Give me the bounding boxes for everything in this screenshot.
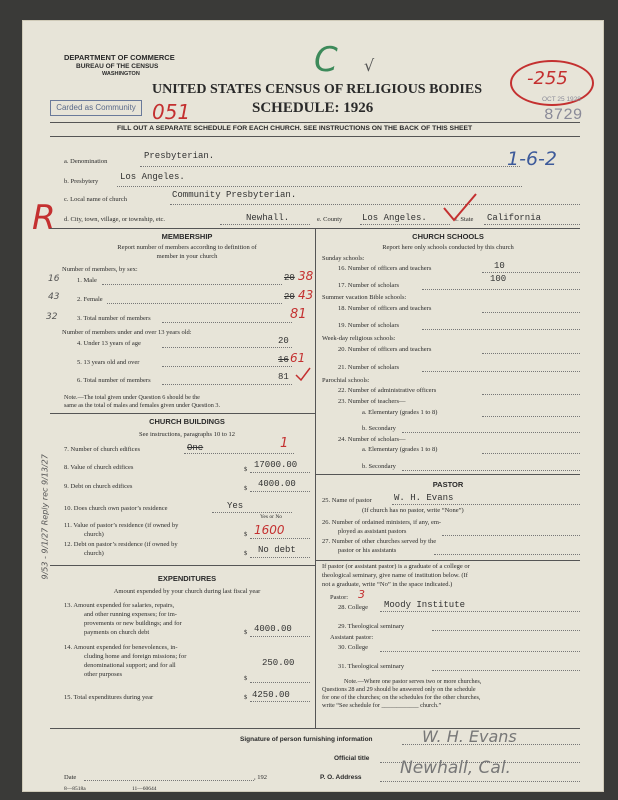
q21-label: 21. Number of scholars [338, 364, 400, 371]
pastor-title: PASTOR [432, 480, 464, 489]
q5-hand: 61 [290, 351, 306, 365]
q6-label: 6. Total number of members [77, 377, 151, 384]
county-value: Los Angeles. [362, 213, 427, 223]
column-divider [315, 228, 316, 728]
pastor-mark: 3 [358, 588, 365, 601]
print-number: 11—60644 [132, 786, 157, 792]
q4-value: 20 [278, 336, 289, 346]
signature-label: Signature of person furnishing information [240, 736, 373, 743]
code-162: 1-6-2 [507, 148, 557, 170]
graduate-note-3: not a graduate, write “No” in the space indicated.) [322, 581, 453, 588]
pastor-note-4: write “See schedule for ____________ church.” [322, 702, 442, 709]
q19-label: 19. Number of scholars [338, 322, 400, 329]
county-label: e. County [317, 216, 343, 223]
instruction-line: FILL OUT A SEPARATE SCHEDULE FOR EACH CHURCH. SEE INSTRUCTIONS ON THE BACK OF THIS SHEET [117, 125, 473, 132]
margin-43: 43 [48, 292, 60, 302]
city-label: WASHINGTON [102, 71, 140, 77]
q5-label: 5. 13 years old and over [77, 359, 140, 366]
membership-title: MEMBERSHIP [161, 232, 213, 241]
q16-label: 16. Number of officers and teachers [338, 265, 432, 272]
signature-value: W. H. Evans [422, 727, 517, 746]
q18-label: 18. Number of officers and teachers [338, 305, 432, 312]
bureau-label: BUREAU OF THE CENSUS [76, 63, 159, 70]
department-label: DEPARTMENT OF COMMERCE [64, 53, 175, 62]
q14-label-2: cluding home and foreign missions; for [84, 653, 187, 660]
q25-hint: (If church has no pastor, write “None”) [362, 507, 464, 514]
q10-hint: Yes or No [260, 514, 283, 520]
q3-hand: 81 [290, 307, 307, 322]
red-check-icon [440, 190, 480, 224]
carded-stamp: Carded as Community [50, 100, 142, 116]
q13-label: 13. Amount expended for salaries, repairs, [64, 602, 175, 609]
q12-label-2: church) [84, 550, 104, 557]
presbytery-label: b. Presbytery [64, 178, 99, 185]
census-schedule-sheet: DEPARTMENT OF COMMERCE BUREAU OF THE CENSUS WASHINGTON C √ -255 Carded as Community 051 UNITED STATES CENSUS OF RELIGIOUS BODIES SCHEDULE: 1926 OCT 25 1928 8729 FILL OUT A SEPARATE SCHEDULE FOR EACH CHURCH. SEE INSTRUCTIONS ON THE BACK OF THIS SHEET a. Denomination Presbyterian. 1-6-2 b. Presbytery Los Angeles. c. Local name of church Community Presbyterian. R d. City, town, village, or township, etc. Newhall. e. County Los Angeles. f. State California MEMBERSHIP Report number of members according to definition of member in your church Number of members, by sex: 16 1. Male 20 38 43 2. Female 20 43 32 3. Total number of members 81 Number of members under and over 13 years old: 4. Under 13 years of age 20 5. 13 years old and over 16 61 6. Total number of members 81 Note.—The total given under Question 6 should be the same as the total of males and females given under Question 3. CHURCH BUILDINGS See instructions, paragraphs 10 to 12 7. Number of church edifices One 1 8. Value of church edifices $ 17000.00 9. Debt on church edifices $ 4000.00 10. Does church own pastor’s residence Yes Yes or No 11. Value of pastor’s residence (if owned by church) $ 1600 12. Debt on pastor’s residence (if owned by church) $ No debt 9/53 - 9/1/27 Reply rec 9/13/27 EXPENDITURES Amount expended by your church during last fiscal year 13. Amount expended for salaries, repairs, and other running expenses; for im- provements or new buildings; and for payments on church debt $ 4000.00 14. Amount expended for benevolences, in- cluding home and foreign missions; for denominational support; and for all other purposes 250.00 $ 15. Total expenditures during year $ 4250.00 CHURCH SCHOOLS Report here only schools conducted by this church Sunday schools: 16. Number of officers and teachers 10 17. Number of scholars 100 Summer vacation Bible schools: 18. Number of officers and teachers 19. Number of scholars Week-day religious schools: 20. Number of officers and teachers 21. Number of scholars Parochial schools: 22. Number of administrative officers 23. Number of teachers— a. Elementary (grades 1 to 8) b. Secondary 24. Number of scholars— a. Elementary (grades 1 to 8) b. Secondary PASTOR 25. Name of pastor W. H. Evans (If church has no pastor, write “None”) 26. Number of ordained ministers, if any, em- ployed as assistant pastors 27. Number of other churches served by the pastor or his assistants If pastor (or assistant pastor) is a graduate of a college or theological seminary, give name of institution below. (If not a graduate, write “No” in the space indicated.) Pastor: 3 28. College Moody Institute 29. Theological seminary Assistant pastor: 30. College 31. Theological seminary Note.—Where one pastor serves two or more churches, Questions 28 and 29 should be answered only on the schedule for one of the churches; on the schedules for the other churches, write “See schedule for ____________ church.” Signature of person furnishing information W. H. Evans Official title Date , 192 P. O. Address Newhall, Cal. 8—8518a 11—60644 [22, 20, 604, 792]
city-field-label: d. City, town, village, or township, etc. [64, 216, 166, 223]
margin-32: 32 [46, 312, 58, 322]
q16-value: 10 [494, 261, 505, 271]
margin-16: 16 [48, 274, 60, 284]
q13-label-4: payments on church debt [84, 629, 150, 636]
q23a-label: a. Elementary (grades 1 to 8) [362, 409, 438, 416]
denomination-value: Presbyterian. [144, 151, 215, 161]
received-date-stamp: OCT 25 1928 [542, 96, 581, 103]
q15-label: 15. Total expenditures during year [64, 694, 154, 701]
pastor-note-2: Questions 28 and 29 should be answered only on the schedule [322, 686, 476, 693]
q24-label: 24. Number of scholars— [338, 436, 406, 443]
state-value: California [487, 213, 542, 223]
schools-subtitle: Report here only schools conducted by this church [382, 244, 514, 251]
q3-label: 3. Total number of members [77, 315, 151, 322]
membership-subtitle: Report number of members according to definition of [117, 244, 257, 251]
q9-value: 4000.00 [258, 479, 296, 489]
po-address-label: P. O. Address [320, 774, 362, 781]
q31-label: 31. Theological seminary [338, 663, 405, 670]
form-title: UNITED STATES CENSUS OF RELIGIOUS BODIES [152, 82, 483, 97]
q29-label: 29. Theological seminary [338, 623, 405, 630]
q13-label-3: provements or new buildings; and for [84, 620, 182, 627]
q8-value: 17000.00 [254, 460, 298, 470]
q8-label: 8. Value of church edifices [64, 464, 134, 471]
sheet-number: 8729 [544, 106, 583, 124]
q6-value: 81 [278, 372, 289, 382]
city-value: Newhall. [246, 213, 290, 223]
pastor-note: Note.—Where one pastor serves two or more churches, [344, 678, 482, 685]
q22-label: 22. Number of administrative officers [338, 387, 437, 394]
schedule-title: SCHEDULE: 1926 [252, 100, 374, 116]
q10-value: Yes [227, 501, 244, 511]
weekday-label: Week-day religious schools: [322, 335, 396, 342]
age-header: Number of members under and over 13 years old: [62, 329, 192, 336]
sunday-label: Sunday schools: [322, 255, 365, 262]
pastor-note-3: for one of the churches; on the schedules for the other churches, [322, 694, 481, 701]
q25-label: 25. Name of pastor [322, 497, 372, 504]
q2-label: 2. Female [77, 296, 103, 303]
q25-value: W. H. Evans [394, 493, 454, 503]
check-mark: √ [364, 56, 375, 75]
q26-label-2: ployed as assistant pastors [338, 528, 407, 535]
q24b-label: b. Secondary [362, 463, 396, 470]
pastor-sublabel: Pastor: [330, 594, 349, 601]
q5-typed: 16 [278, 355, 289, 365]
margin-r-mark: R [32, 198, 56, 238]
graduate-note: If pastor (or assistant pastor) is a graduate of a college or [322, 563, 470, 570]
date-year: , 192 [254, 774, 267, 781]
q7-hand: 1 [280, 436, 289, 451]
state-label: f. State [455, 216, 474, 223]
q12-value: No debt [258, 545, 296, 555]
q13-label-2: and other running expenses; for im- [84, 611, 177, 618]
q9-label: 9. Debt on church edifices [64, 483, 133, 490]
q23b-label: b. Secondary [362, 425, 396, 432]
church-name-value: Community Presbyterian. [172, 190, 297, 200]
green-c-mark: C [314, 40, 338, 80]
red-tick-icon [294, 366, 312, 382]
q2-typed: 20 [284, 292, 295, 302]
q4-label: 4. Under 13 years of age [77, 340, 141, 347]
parochial-label: Parochial schools: [322, 377, 370, 384]
q26-label: 26. Number of ordained ministers, if any, em- [322, 519, 442, 526]
summer-label: Summer vacation Bible schools: [322, 294, 407, 301]
q24a-label: a. Elementary (grades 1 to 8) [362, 446, 438, 453]
q2-hand: 43 [298, 288, 314, 302]
membership-note-2: same as the total of males and females given under Question 3. [64, 402, 221, 409]
q27-label-2: pastor or his assistants [338, 547, 397, 554]
q7-typed: One [187, 443, 204, 453]
q14-label: 14. Amount expended for benevolences, in- [64, 644, 178, 651]
q17-label: 17. Number of scholars [338, 282, 400, 289]
membership-subtitle-2: member in your church [156, 253, 218, 260]
q20-label: 20. Number of officers and teachers [338, 346, 432, 353]
q1-typed: 20 [284, 273, 295, 283]
code-051: 051 [152, 100, 191, 124]
buildings-title: CHURCH BUILDINGS [149, 417, 225, 426]
by-sex-label: Number of members, by sex: [62, 266, 138, 273]
q1-hand: 38 [298, 269, 314, 283]
presbytery-value: Los Angeles. [120, 172, 185, 182]
official-title-label: Official title [334, 755, 370, 762]
q1-label: 1. Male [77, 277, 97, 284]
q30-label: 30. College [338, 644, 368, 651]
q11-label-2: church) [84, 531, 104, 538]
q12-label: 12. Debt on pastor’s residence (if owned by [64, 541, 178, 548]
q28-label: 28. College [338, 604, 368, 611]
q11-value: 1600 [254, 523, 285, 537]
q28-value: Moody Institute [384, 600, 466, 610]
q14-value: 250.00 [262, 658, 295, 668]
margin-reply-note: 9/53 - 9/1/27 Reply rec 9/13/27 [40, 454, 50, 580]
q17-value: 100 [490, 274, 507, 284]
expenditures-subtitle: Amount expended by your church during last fiscal year [113, 588, 261, 595]
denomination-label: a. Denomination [64, 158, 108, 165]
q10-label: 10. Does church own pastor’s residence [64, 505, 168, 512]
q23-label: 23. Number of teachers— [338, 398, 406, 405]
assistant-sublabel: Assistant pastor: [330, 634, 374, 641]
graduate-note-2: theological seminary, give name of institution below. (If [322, 572, 468, 579]
circled-number: -255 [527, 68, 568, 89]
church-name-label: c. Local name of church [64, 196, 127, 203]
schools-title: CHURCH SCHOOLS [412, 232, 484, 241]
expenditures-title: EXPENDITURES [157, 574, 217, 583]
q11-label: 11. Value of pastor’s residence (if owned by [64, 522, 179, 529]
q14-label-3: denominational support; and for all [84, 662, 176, 669]
q7-label: 7. Number of church edifices [64, 446, 140, 453]
membership-note: Note.—The total given under Question 6 should be the [64, 394, 200, 401]
form-number: 8—8518a [64, 786, 86, 792]
po-address-value: Newhall, Cal. [400, 758, 511, 778]
date-label: Date [64, 774, 77, 781]
q13-value: 4000.00 [254, 624, 292, 634]
q15-value: 4250.00 [252, 690, 290, 700]
q14-label-4: other purposes [84, 671, 123, 678]
buildings-subtitle: See instructions, paragraphs 10 to 12 [138, 431, 236, 438]
q27-label: 27. Number of other churches served by the [322, 538, 437, 545]
